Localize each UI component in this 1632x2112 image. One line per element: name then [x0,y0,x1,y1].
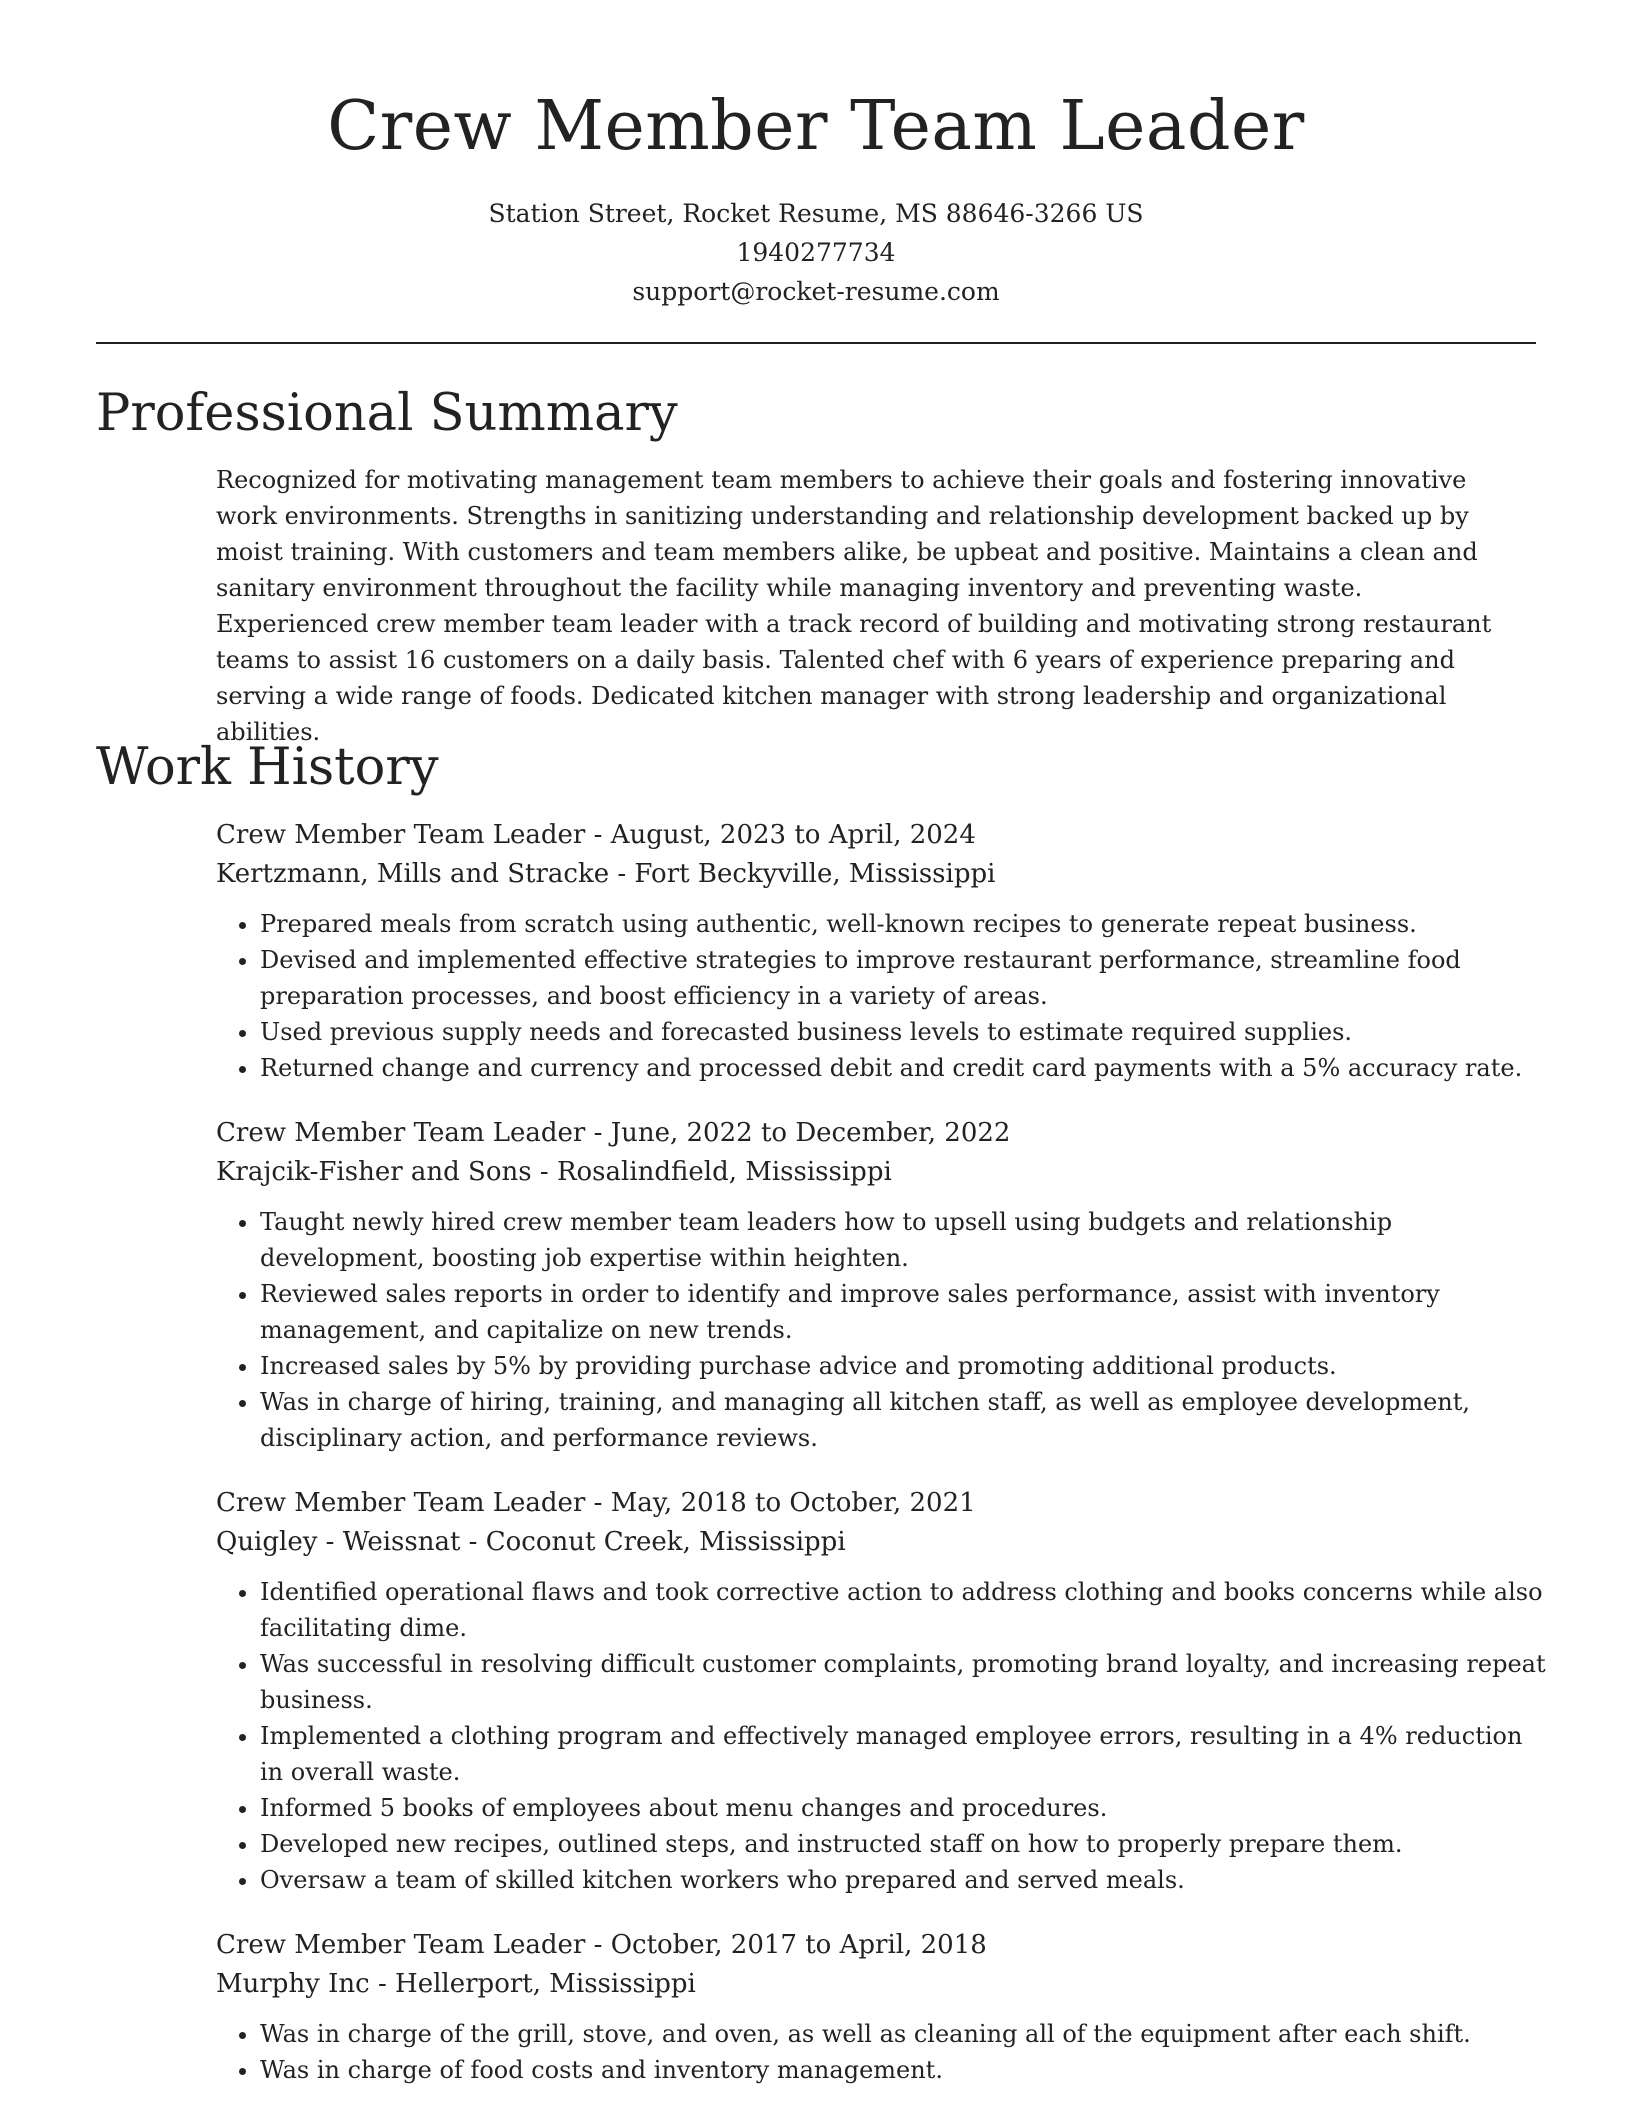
job-bullets [216,1204,1546,1456]
summary-heading: Professional Summary [96,384,678,443]
job-bullet: • Used previous supply needs and forecasted business levels to estimate required supplies. [260,1014,1546,1050]
candidate-name: Crew Member Team Leader [327,87,1305,166]
job-bullets [216,906,1546,1086]
job-company-line: Murphy Inc - Hellerport, Mississippi [216,1969,696,1999]
job-title-line: Crew Member Team Leader - June, 2022 to December, 2022 [216,1118,1011,1148]
job-bullet: • Implemented a clothing program and effectively managed employee errors, resulting in a 4% reduction in overall waste. [260,1718,1546,1790]
job-bullet: • Prepared meals from scratch using authentic, well-known recipes to generate repeat business. [260,906,1546,942]
job-role: Crew Member Team Leader [216,1118,586,1148]
job-dates: May, 2018 to October, 2021 [610,1488,976,1518]
job-bullets [216,1574,1546,1898]
job-bullet: • Was successful in resolving difficult customer complaints, promoting brand loyalty, and increasing repeat business. [260,1646,1546,1718]
job-location: Coconut Creek, Mississippi [485,1527,846,1557]
job-dates: August, 2023 to April, 2024 [610,820,976,850]
job-location: Hellerport, Mississippi [395,1969,696,1999]
job-entry [216,1114,1546,1456]
job-role: Crew Member Team Leader [216,1488,586,1518]
job-bullets [216,2016,1546,2088]
header-divider [96,342,1536,344]
job-entry [216,816,1546,1086]
summary-section [96,384,1536,750]
job-bullet: • Returned change and currency and processed debit and credit card payments with a 5% accuracy rate. [260,1050,1546,1086]
job-role: Crew Member Team Leader [216,1930,586,1960]
job-role: Crew Member Team Leader [216,820,586,850]
summary-body [216,462,1516,750]
job-bullet: • Was in charge of food costs and inventory management. [260,2052,1546,2088]
job-bullet: • Identified operational flaws and took corrective action to address clothing and books concerns while also facilitating dime. [260,1574,1546,1646]
job-bullet: • Increased sales by 5% by providing purchase advice and promoting additional products. [260,1348,1546,1384]
job-bullet: • Oversaw a team of skilled kitchen workers who prepared and served meals. [260,1862,1546,1898]
job-bullet: • Informed 5 books of employees about menu changes and procedures. [260,1790,1546,1826]
summary-paragraph: Recognized for motivating management team members to achieve their goals and fostering innovative work environments. Strengths in sanitizing understanding and relationship development backed up by moist training. With customers and team members alike, be upbeat and positive. Maintains a clean and sanitary environment throughout the facility while managing inventory and preventing waste. Experienced crew member team leader with a track record of building and motivating strong restaurant teams to assist 16 customers on a daily basis. Talented chef with 6 years of experience preparing and serving a wide range of foods. Dedicated kitchen manager with strong leadership and organizational abilities. [216,466,1492,746]
job-company: Quigley - Weissnat [216,1527,461,1557]
job-location: Rosalindfield, Mississippi [556,1157,892,1187]
job-entry [216,1484,1546,1898]
job-bullet: • Devised and implemented effective strategies to improve restaurant performance, streamline food preparation processes, and boost efficiency in a variety of areas. [260,942,1546,1014]
job-bullet: • Reviewed sales reports in order to identify and improve sales performance, assist with inventory management, and capitalize on new trends. [260,1276,1546,1348]
contact-phone: 1940277734 [736,238,896,267]
work-history-heading: Work History [96,738,439,797]
job-title-line: Crew Member Team Leader - May, 2018 to October, 2021 [216,1488,976,1518]
job-title-line: Crew Member Team Leader - October, 2017 to April, 2018 [216,1930,987,1960]
job-company-line: Krajcik-Fisher and Sons - Rosalindfield, Mississippi [216,1157,892,1187]
job-company-line: Quigley - Weissnat - Coconut Creek, Mississippi [216,1527,846,1557]
job-bullet: • Taught newly hired crew member team leaders how to upsell using budgets and relationship development, boosting job expertise within heighten. [260,1204,1546,1276]
job-company-line: Kertzmann, Mills and Stracke - Fort Beckyville, Mississippi [216,859,996,889]
contact-email: support@rocket-resume.com [632,277,1000,306]
job-list [216,816,1546,2088]
job-company: Krajcik-Fisher and Sons [216,1157,532,1187]
job-entry [216,1926,1546,2088]
job-company: Murphy Inc [216,1969,370,1999]
job-company: Kertzmann, Mills and Stracke [216,859,610,889]
job-title-line: Crew Member Team Leader - August, 2023 to April, 2024 [216,820,976,850]
job-dates: June, 2022 to December, 2022 [610,1118,1011,1148]
job-dates: October, 2017 to April, 2018 [610,1930,987,1960]
job-bullet: • Developed new recipes, outlined steps, and instructed staff on how to properly prepare them. [260,1826,1546,1862]
job-bullet: • Was in charge of hiring, training, and managing all kitchen staff, as well as employee development, disciplinary action, and performance reviews. [260,1384,1546,1456]
contact-address: Station Street, Rocket Resume, MS 88646-3266 US [488,199,1144,228]
job-bullet: • Was in charge of the grill, stove, and oven, as well as cleaning all of the equipment after each shift. [260,2016,1546,2052]
contact-block [0,194,1632,311]
job-location: Fort Beckyville, Mississippi [634,859,996,889]
work-history-section [96,738,1546,2088]
resume-header [0,0,1632,311]
